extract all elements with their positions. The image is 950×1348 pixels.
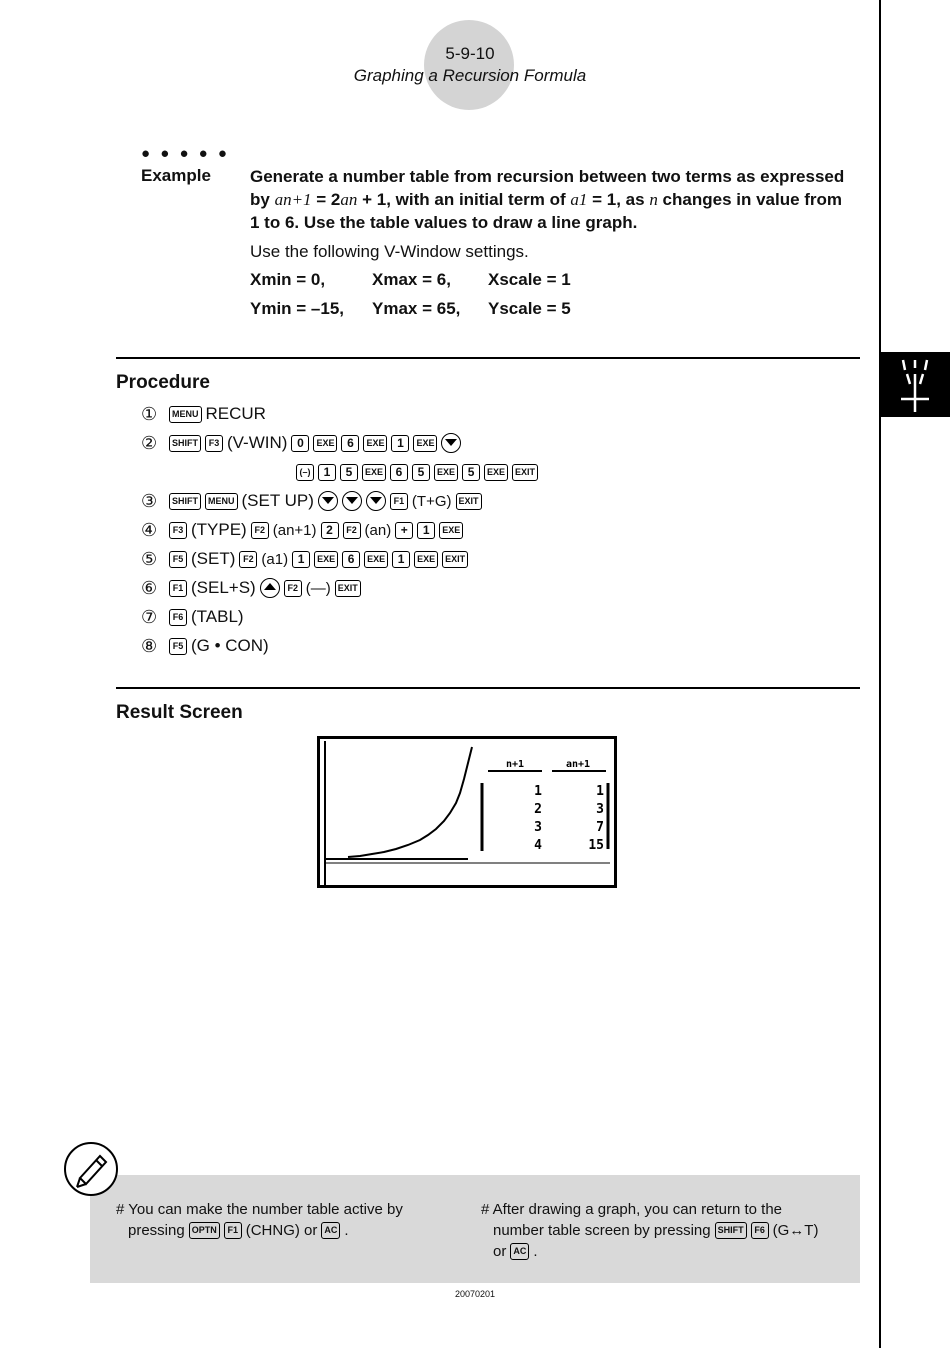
procedure-step bbox=[141, 576, 361, 600]
calculator-screen bbox=[317, 736, 617, 888]
calculator-key: F2 bbox=[284, 580, 302, 597]
step-text: (T+G) bbox=[411, 492, 452, 510]
calculator-key: EXIT bbox=[512, 464, 538, 481]
calculator-key: (–) bbox=[296, 464, 314, 481]
step-text: (G • CON) bbox=[191, 636, 269, 655]
calculator-key: EXE bbox=[313, 435, 337, 452]
calculator-key: 5 bbox=[462, 464, 480, 481]
calculator-key: + bbox=[395, 522, 413, 539]
table-cell: 4 bbox=[534, 838, 542, 853]
calculator-key: 1 bbox=[417, 522, 435, 539]
margin-rule bbox=[879, 0, 881, 1348]
procedure-title: Procedure bbox=[116, 372, 210, 393]
calculator-key: SHIFT bbox=[169, 493, 201, 510]
footer-code: 20070201 bbox=[454, 1289, 496, 1299]
chapter-tab bbox=[881, 352, 950, 417]
calculator-key: EXE bbox=[439, 522, 463, 539]
step-text: (an) bbox=[364, 521, 392, 539]
step-text: (TYPE) bbox=[191, 520, 247, 539]
calculator-key: F2 bbox=[239, 551, 257, 568]
calculator-key: EXIT bbox=[442, 551, 468, 568]
step-text: (SEL+S) bbox=[191, 578, 256, 597]
procedure-step bbox=[141, 634, 269, 658]
calculator-key: 6 bbox=[342, 551, 360, 568]
example-label: Example bbox=[141, 166, 211, 185]
calculator-key: 1 bbox=[392, 551, 410, 568]
procedure-step bbox=[296, 460, 538, 484]
calculator-key: MENU bbox=[205, 493, 238, 510]
vwindow-xscale: Xscale = 1 bbox=[488, 270, 571, 289]
calculator-key: EXE bbox=[363, 435, 387, 452]
calculator-key: EXE bbox=[364, 551, 388, 568]
calculator-key: 5 bbox=[340, 464, 358, 481]
step-number: ⑥ bbox=[141, 577, 158, 598]
cursor-down-key bbox=[342, 491, 362, 511]
calculator-key: F6 bbox=[169, 609, 187, 626]
step-number: ② bbox=[141, 432, 158, 453]
f1-key: F1 bbox=[224, 1222, 242, 1239]
vwindow-xmin: Xmin = 0, bbox=[250, 270, 326, 289]
vwindow-yscale: Yscale = 5 bbox=[488, 299, 571, 318]
calculator-key: EXE bbox=[362, 464, 386, 481]
divider bbox=[116, 687, 860, 689]
step-text: (an+1) bbox=[272, 521, 317, 539]
calculator-key: F2 bbox=[343, 522, 361, 539]
table-cell: 15 bbox=[588, 838, 604, 853]
table-cell: 1 bbox=[596, 784, 604, 799]
ac-key: AC bbox=[510, 1243, 529, 1260]
cursor-down-key bbox=[318, 491, 338, 511]
step-text: (a1) bbox=[261, 550, 289, 568]
optn-key: OPTN bbox=[189, 1222, 220, 1239]
calculator-key: EXIT bbox=[335, 580, 361, 597]
procedure-step bbox=[141, 489, 482, 513]
step-number: ① bbox=[141, 403, 158, 424]
vwindow-ymax: Ymax = 65, bbox=[372, 299, 461, 318]
calculator-key: F2 bbox=[251, 522, 269, 539]
calculator-key: 6 bbox=[390, 464, 408, 481]
calculator-key: EXE bbox=[434, 464, 458, 481]
step-text: (SET) bbox=[191, 549, 236, 568]
step-text: (—) bbox=[305, 579, 331, 597]
calculator-key: MENU bbox=[169, 406, 202, 423]
calculator-key: F5 bbox=[169, 551, 187, 568]
calculator-key: EXE bbox=[414, 551, 438, 568]
table-cell: 7 bbox=[596, 820, 604, 835]
procedure-step bbox=[141, 518, 463, 542]
vwindow-intro: Use the following V-Window settings. bbox=[250, 242, 529, 261]
calculator-key: F1 bbox=[169, 580, 187, 597]
table-cell: 1 bbox=[534, 784, 542, 799]
vwindow-ymin: Ymin = –15, bbox=[250, 299, 345, 318]
step-text: (V-WIN) bbox=[227, 433, 288, 452]
page-number: 5-9-10 bbox=[445, 44, 495, 63]
step-number: ③ bbox=[141, 490, 158, 511]
example-dots: ● ● ● ● ● bbox=[141, 145, 230, 162]
calculator-key: F3 bbox=[205, 435, 223, 452]
result-graph bbox=[320, 739, 614, 885]
step-text: (TABL) bbox=[191, 607, 244, 626]
calculator-key: EXIT bbox=[456, 493, 482, 510]
step-text: RECUR bbox=[205, 404, 266, 423]
table-cell: 3 bbox=[534, 820, 542, 835]
table-header-n: n+1 bbox=[505, 759, 525, 770]
step-text: (SET UP) bbox=[241, 491, 314, 510]
calculator-key: F3 bbox=[169, 522, 187, 539]
calculator-key: 1 bbox=[391, 435, 409, 452]
procedure-step bbox=[141, 402, 266, 426]
calculator-key: 5 bbox=[412, 464, 430, 481]
recursion-graph-icon bbox=[881, 352, 950, 417]
step-number: ④ bbox=[141, 519, 158, 540]
calculator-key: 1 bbox=[292, 551, 310, 568]
procedure-step bbox=[141, 605, 244, 629]
step-number: ⑦ bbox=[141, 606, 158, 627]
calculator-key: EXE bbox=[484, 464, 508, 481]
calculator-key: F5 bbox=[169, 638, 187, 655]
cursor-down-key bbox=[441, 433, 461, 453]
header-circle bbox=[424, 20, 514, 110]
calculator-key: F1 bbox=[390, 493, 408, 510]
note-right: # After drawing a graph, you can return to the number table screen by pressing SHIFT F6 (G↔T) or AC . bbox=[481, 1201, 819, 1260]
table-cell: 2 bbox=[534, 802, 542, 817]
vwindow-xmax: Xmax = 6, bbox=[372, 270, 451, 289]
calculator-key: 1 bbox=[318, 464, 336, 481]
page-title: Graphing a Recursion Formula bbox=[353, 66, 587, 85]
calculator-key: 0 bbox=[291, 435, 309, 452]
step-number: ⑧ bbox=[141, 635, 158, 656]
calculator-key: 2 bbox=[321, 522, 339, 539]
table-cell: 3 bbox=[596, 802, 604, 817]
step-number: ⑤ bbox=[141, 548, 158, 569]
example-text: Generate a number table from recursion between two terms as expressed by an+1 = 2an + 1, with an initial term of a1 = 1, as n changes in value from 1 to 6. Use the table values to draw a line graph. bbox=[250, 167, 845, 232]
calculator-key: EXE bbox=[314, 551, 338, 568]
calculator-key: 6 bbox=[341, 435, 359, 452]
shift-key: SHIFT bbox=[715, 1222, 747, 1239]
divider bbox=[116, 357, 860, 359]
table-header-a: an+1 bbox=[565, 759, 591, 770]
note-left: # You can make the number table active by pressing OPTN F1 (CHNG) or AC . bbox=[116, 1201, 403, 1239]
pencil-icon bbox=[64, 1142, 118, 1196]
procedure-step bbox=[141, 547, 468, 571]
calculator-key: SHIFT bbox=[169, 435, 201, 452]
result-title: Result Screen bbox=[116, 702, 243, 723]
ac-key: AC bbox=[321, 1222, 340, 1239]
cursor-down-key bbox=[366, 491, 386, 511]
calculator-key: EXE bbox=[413, 435, 437, 452]
procedure-step bbox=[141, 431, 461, 455]
f6-key: F6 bbox=[751, 1222, 769, 1239]
cursor-up-key bbox=[260, 578, 280, 598]
